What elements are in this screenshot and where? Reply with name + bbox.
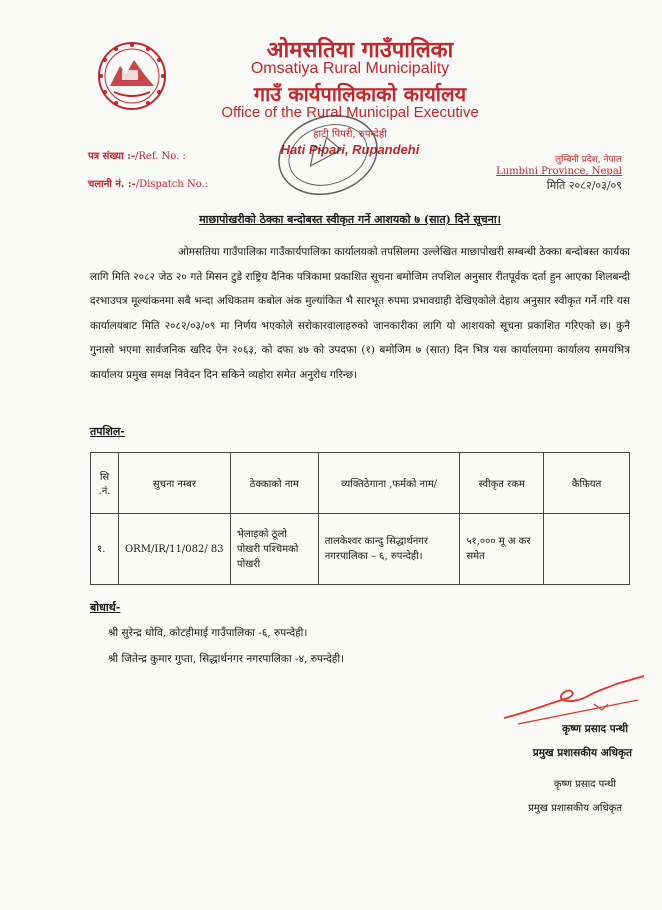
notice-body: ओमसतिया गाउँपालिका गाउँकार्यपालिका कार्यालयको तपसिलमा उल्लेखित माछापोखरी सम्बन्धी ठेक्का बन्दोबस्त कार्यका लागि मिति २०८२ जेठ २० गते मिसन टुडे राष्ट्रिय दैनिक पत्रिकामा प्रकाशित सूचना बमोजिम तपशिल अनुसार रीतपूर्वक दर्ता हुन आएका शिलबन्दी दरभाउपत्र मूल्यांकनमा सबै भन्दा अधिकतम कबोल अंक मुल्यांकित भै सारभूत रुपमा प्रभावग्राही देखिएकोले देहाय अनुसार स्वीकृत गर्ने गरि यस कार्यालयबाट मिति २०८२/०३/०९ मा निर्णय भएकोले सरोकारवालाहरुको जानकारीका लागि यो आशयको सूचना प्रकाशित गरिएको छ। कुनै गुनासो भएमा सार्वजनिक खरिद ऐन २०६३, को दफा ४७ को उपदफा (१) बमोजिम ७ (सात) दिन भित्र यस कार्यालयमा कार्यालय समयभित्र कार्यालय प्रमुख समक्ष निवेदन दिन सकिने व्यहोरा समेत अनुरोध गरिन्छ। xyxy=(90,246,630,381)
dispatch-number xyxy=(88,176,208,190)
municipality-name-np: ओमसतिया गाउँपालिका xyxy=(266,37,454,63)
province-en: Lumbini Province, Nepal xyxy=(496,166,622,177)
bodhartha-heading: बोधार्थ- xyxy=(90,601,121,614)
signatory-name: कृष्ण प्रसाद पन्थी xyxy=(562,723,628,735)
cell-firm: तालकेश्वर कान्दु सिद्धार्थनगर नगरपालिका – ६, रुपन्देही। xyxy=(318,514,460,585)
table-row xyxy=(91,514,630,585)
municipality-name-en: Omsatiya Rural Municipality xyxy=(250,60,450,77)
municipality-emblem-icon xyxy=(96,40,168,112)
signatory-title-stamp: प्रमुख प्रशासकीय अधिकृत xyxy=(528,803,622,814)
cc-recipient: श्री सुरेन्द्र धोवि, कोटहीमाई गाउँपालिका -६, रुपन्देही। xyxy=(108,627,308,639)
cell-remarks xyxy=(544,514,630,585)
col-header-firm: व्यक्तिठेगाना ,फर्मको नाम/ xyxy=(318,453,460,514)
col-header-amount: स्वीकृत रकम xyxy=(460,453,544,514)
col-header-notice-no: सुचना नम्बर xyxy=(118,453,230,514)
ref-value: /Ref. No. : xyxy=(135,151,186,162)
date: मिति २०८२/०३/०९ xyxy=(546,179,622,192)
dispatch-value: /Dispatch No.: xyxy=(135,179,209,190)
province-np: लुम्बिनी प्रदेश, नेपाल xyxy=(555,155,622,165)
tapasil-heading: तपशिल- xyxy=(90,425,125,438)
location-np: हाटी पिपरी, रुपन्देही xyxy=(313,129,387,140)
cell-notice-no: ORM/IR/11/082/ 83 xyxy=(118,514,230,585)
notice-subject: माछापोखरीको ठेक्का बन्दोबस्त स्वीकृत गर्ने आशयको ७ (सात) दिने सूचना। xyxy=(199,213,501,226)
signatory-title: प्रमुख प्रशासकीय अधिकृत xyxy=(532,747,632,759)
office-name-en: Office of the Rural Municipal Executive xyxy=(221,104,479,121)
dispatch-label: चलानी नं. :- xyxy=(88,179,136,190)
ref-number xyxy=(88,148,186,162)
cell-contract-name: भेलाइको ठूलो पोखरी पश्चिमको पोखरी xyxy=(230,514,318,585)
ref-label: पत्र संख्या :- xyxy=(88,151,136,162)
contract-table xyxy=(90,452,630,585)
col-header-remarks: कैफियत xyxy=(544,453,630,514)
col-header-serial: सि .नं. xyxy=(91,453,119,514)
office-stamp-icon xyxy=(272,110,384,200)
location-en: Hati Pipari, Rupandehi xyxy=(280,142,420,157)
cell-serial: १. xyxy=(91,514,119,585)
table-header-row xyxy=(91,453,630,514)
office-name-np: गाउँ कार्यपालिकाको कार्यालय xyxy=(253,82,467,106)
cc-recipient: श्री जितेन्द्र कुमार गुप्ता, सिद्धार्थनगर नगरपालिका -४, रुपन्देही। xyxy=(108,653,345,665)
signatory-name-stamp: कृष्ण प्रसाद पन्थी xyxy=(553,779,616,790)
col-header-contract-name: ठेक्काको नाम xyxy=(230,453,318,514)
cell-amount: ५१,००० मू अ कर समेत xyxy=(460,514,544,585)
